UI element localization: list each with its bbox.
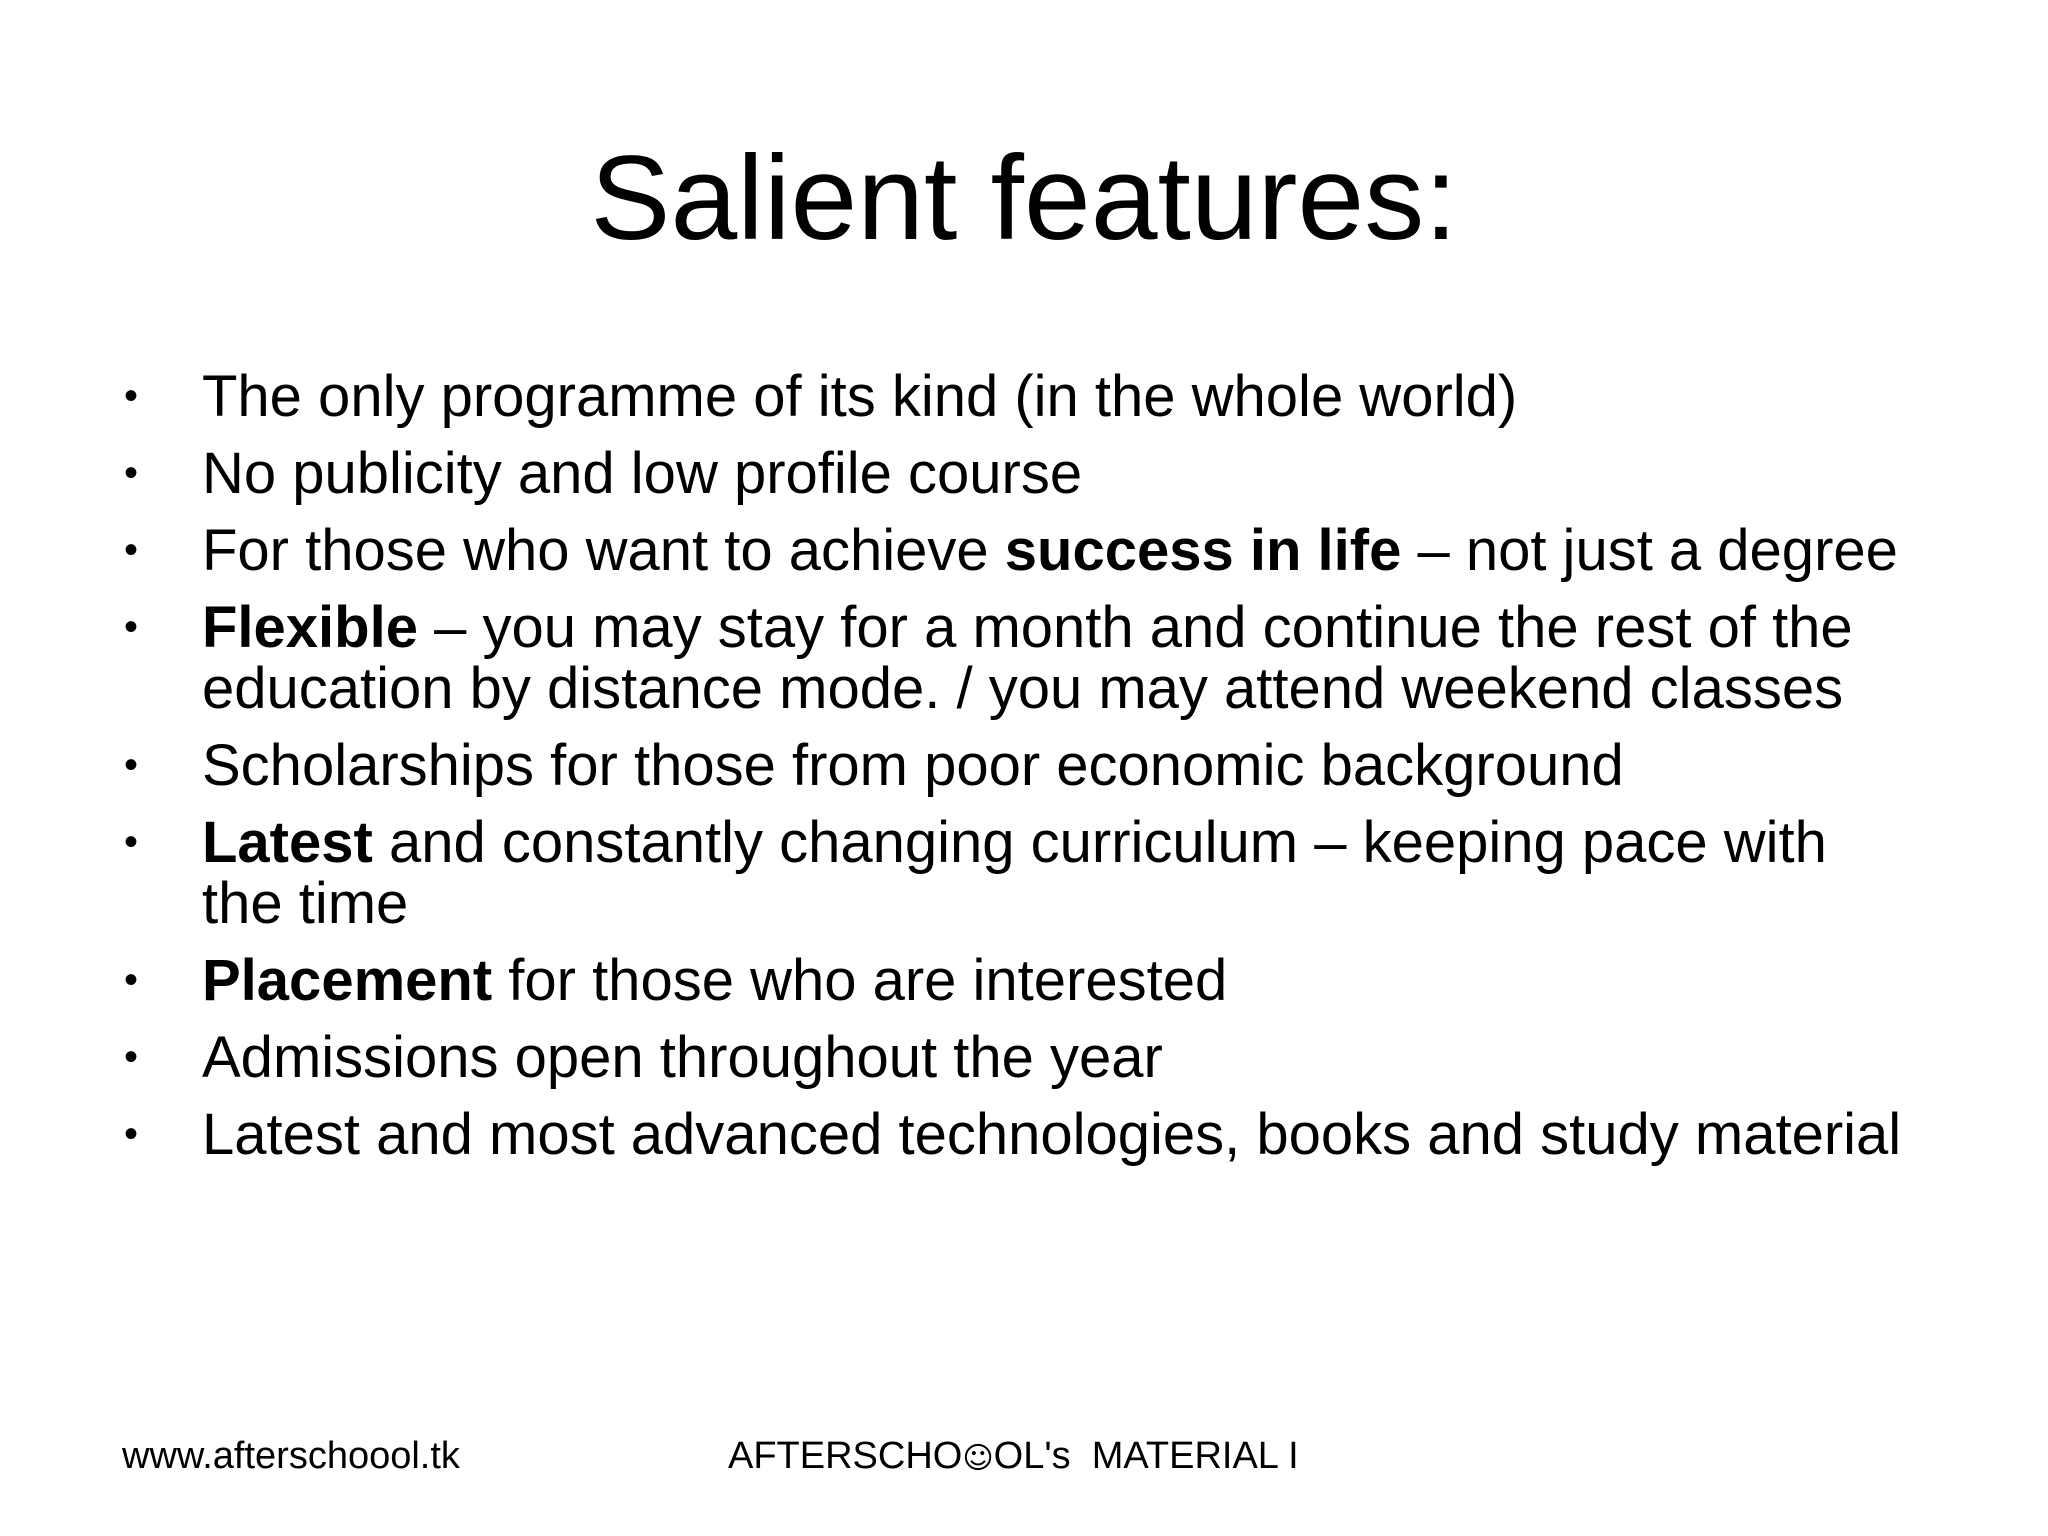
bullet-icon: • (124, 451, 139, 495)
bullet-icon: • (124, 605, 139, 649)
bullet-item (120, 950, 1920, 1011)
bullet-icon: • (124, 743, 139, 787)
bullet-icon: • (124, 820, 139, 864)
footer-material-label (728, 1434, 1299, 1481)
bullet-text-bold: Latest (202, 810, 373, 875)
bullet-text: Latest and most advanced technologies, books and study material (202, 1102, 1902, 1167)
bullet-text: Admissions open throughout the year (202, 1025, 1163, 1090)
bullet-icon: • (124, 1035, 139, 1079)
bullet-text: The only programme of its kind (in the whole world) (202, 364, 1518, 429)
footer-material-after: OL's MATERIAL I (993, 1435, 1299, 1477)
bullet-icon: • (124, 1112, 139, 1156)
bullet-item (120, 520, 1920, 581)
bullet-item (120, 735, 1920, 796)
bullet-text-bold: Placement (202, 948, 493, 1013)
bullet-item (120, 597, 1920, 719)
bullet-item (120, 366, 1920, 427)
bullet-text: and constantly changing curriculum – keeping pace with the time (202, 810, 1827, 936)
bullet-text: for those who are interested (492, 948, 1228, 1013)
footer-website: www.afterschoool.tk (122, 1435, 460, 1477)
bullet-icon: • (124, 958, 139, 1002)
bullet-item (120, 1104, 1920, 1165)
bullet-text: For those who want to achieve (202, 518, 1005, 583)
bullet-icon: • (124, 528, 139, 572)
bullet-icon: • (124, 374, 139, 418)
bullet-item (120, 812, 1920, 934)
slide-title: Salient features: (590, 131, 1458, 265)
bullet-text: – not just a degree (1401, 518, 1898, 583)
footer-material-before: AFTERSCHO (728, 1435, 963, 1477)
bullet-item (120, 443, 1920, 504)
bullet-text-bold: success in life (1004, 518, 1402, 583)
bullet-item (120, 1027, 1920, 1088)
bullet-text: – you may stay for a month and continue the rest of the education by distance mode. / you may attend weekend classes (202, 595, 1853, 721)
bullet-text: Scholarships for those from poor economic background (202, 733, 1624, 798)
bullet-text: No publicity and low profile course (202, 441, 1083, 506)
bullet-text-bold: Flexible (202, 595, 418, 660)
smiley-icon: ☺ (962, 1441, 994, 1476)
bullet-list (120, 366, 1920, 1181)
